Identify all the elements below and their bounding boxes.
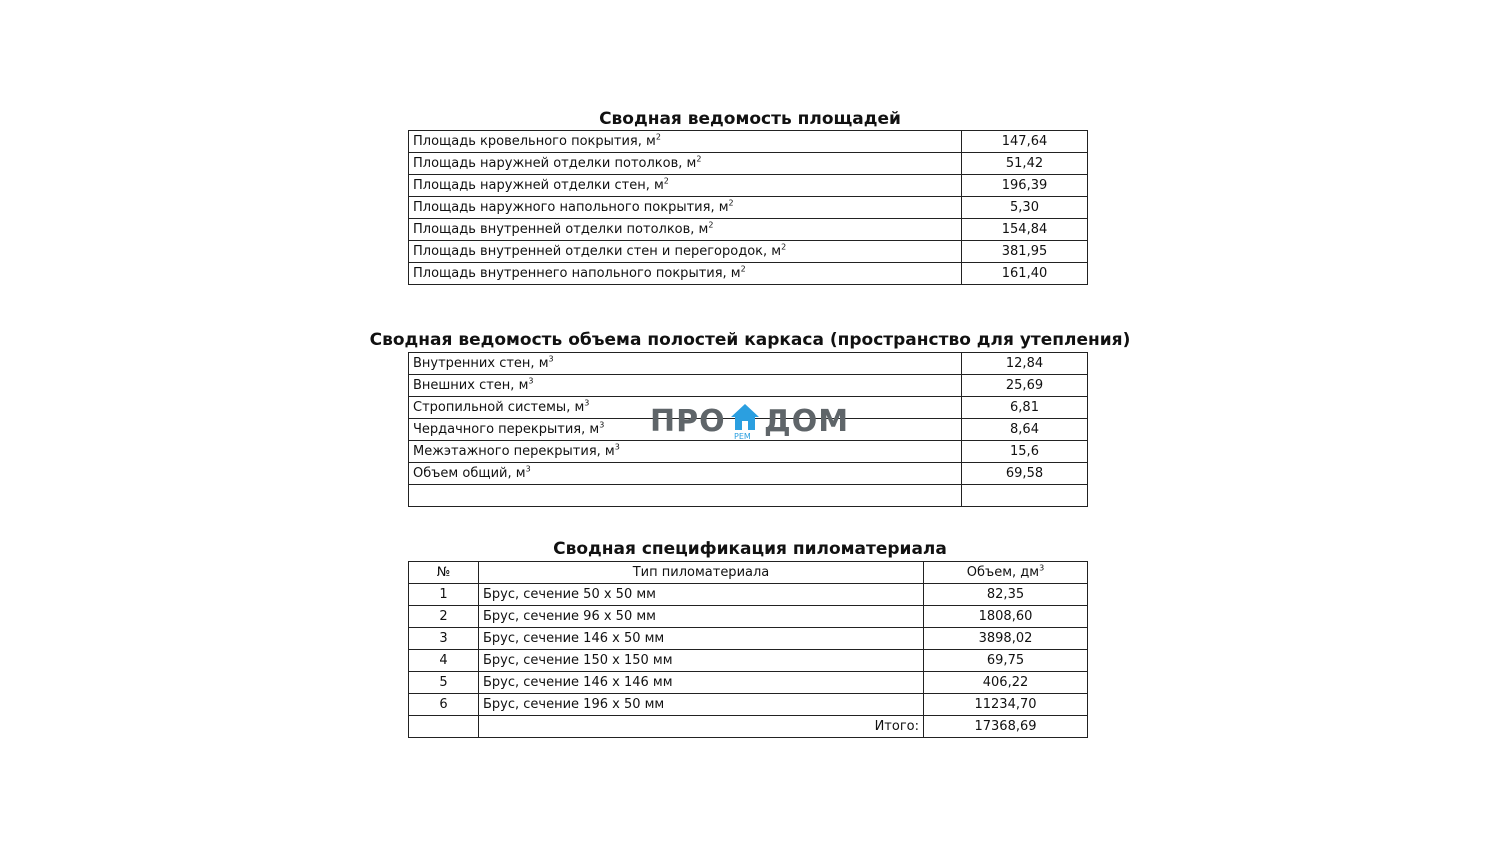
volume-row-value xyxy=(962,485,1088,507)
watermark-subtext: РЕМ xyxy=(734,432,751,441)
watermark-text-left: ПРО xyxy=(650,404,726,439)
area-row-value: 147,64 xyxy=(962,131,1088,153)
lumber-volume: 1808,60 xyxy=(924,606,1088,628)
volume-row-label xyxy=(409,485,962,507)
volume-row xyxy=(409,485,1088,507)
header-type: Тип пиломатериала xyxy=(479,562,924,584)
volumes-title: Сводная ведомость объема полостей каркаса (пространство для утепления) xyxy=(369,330,1131,350)
volume-row-label: Внутренних стен, $м^3$ xyxy=(409,353,962,375)
lumber-type: Брус, сечение 96 х 50 мм xyxy=(479,606,924,628)
lumber-type: Брус, сечение 196 х 50 мм xyxy=(479,694,924,716)
area-row xyxy=(409,175,1088,197)
lumber-volume: 3898,02 xyxy=(924,628,1088,650)
volume-row-label: Внешних стен, $м^3$ xyxy=(409,375,962,397)
volume-row xyxy=(409,463,1088,485)
area-row-value: 5,30 xyxy=(962,197,1088,219)
area-row-value: 381,95 xyxy=(962,241,1088,263)
lumber-total-row xyxy=(409,716,1088,738)
area-row-value: 161,40 xyxy=(962,263,1088,285)
lumber-num: 1 xyxy=(409,584,479,606)
volume-row-value: 8,64 xyxy=(962,419,1088,441)
lumber-type: Брус, сечение 50 х 50 мм xyxy=(479,584,924,606)
volume-row-value: 69,58 xyxy=(962,463,1088,485)
area-row xyxy=(409,241,1088,263)
area-row-label: Площадь наружного напольного покрытия, $м^2$ xyxy=(409,197,962,219)
area-row xyxy=(409,197,1088,219)
lumber-total-value: 17368,69 xyxy=(924,716,1088,738)
lumber-num: 3 xyxy=(409,628,479,650)
area-row xyxy=(409,153,1088,175)
lumber-header-row xyxy=(409,562,1088,584)
volume-row xyxy=(409,441,1088,463)
lumber-row xyxy=(409,584,1088,606)
volume-row-value: 15,6 xyxy=(962,441,1088,463)
volume-row xyxy=(409,375,1088,397)
header-num: № xyxy=(409,562,479,584)
area-row-value: 51,42 xyxy=(962,153,1088,175)
lumber-type: Брус, сечение 150 х 150 мм xyxy=(479,650,924,672)
lumber-volume: 11234,70 xyxy=(924,694,1088,716)
area-row-value: 154,84 xyxy=(962,219,1088,241)
lumber-type: Брус, сечение 146 х 146 мм xyxy=(479,672,924,694)
lumber-volume: 82,35 xyxy=(924,584,1088,606)
volumes-table xyxy=(408,352,1088,507)
volume-row-label: Межэтажного перекрытия, $м^3$ xyxy=(409,441,962,463)
area-row xyxy=(409,131,1088,153)
area-row-label: Площадь наружней отделки стен, $м^2$ xyxy=(409,175,962,197)
lumber-volume: 406,22 xyxy=(924,672,1088,694)
lumber-type: Брус, сечение 146 х 50 мм xyxy=(479,628,924,650)
areas-table xyxy=(408,130,1088,285)
area-row xyxy=(409,263,1088,285)
lumber-total-label: Итого: xyxy=(479,716,924,738)
lumber-num: 4 xyxy=(409,650,479,672)
lumber-row xyxy=(409,650,1088,672)
volume-row-label: Стропильной системы, $м^3$ xyxy=(409,397,962,419)
lumber-volume: 69,75 xyxy=(924,650,1088,672)
volume-row-value: 12,84 xyxy=(962,353,1088,375)
lumber-row xyxy=(409,628,1088,650)
volume-row xyxy=(409,397,1088,419)
lumber-num: 2 xyxy=(409,606,479,628)
volume-row-value: 25,69 xyxy=(962,375,1088,397)
header-volume: Объем, $дм^3$ xyxy=(924,562,1088,584)
lumber-num: 6 xyxy=(409,694,479,716)
areas-title: Сводная ведомость площадей xyxy=(599,109,901,129)
area-row-label: Площадь внутреннего напольного покрытия, $м^2$ xyxy=(409,263,962,285)
area-row xyxy=(409,219,1088,241)
lumber-row xyxy=(409,606,1088,628)
volume-row-label: Объем общий, $м^3$ xyxy=(409,463,962,485)
volume-row-value: 6,81 xyxy=(962,397,1088,419)
lumber-title: Сводная спецификация пиломатериала xyxy=(553,539,947,559)
lumber-table xyxy=(408,561,1088,738)
area-row-label: Площадь внутренней отделки потолков, $м^2$ xyxy=(409,219,962,241)
area-row-label: Площадь внутренней отделки стен и перегородок, $м^2$ xyxy=(409,241,962,263)
lumber-num: 5 xyxy=(409,672,479,694)
area-row-label: Площадь кровельного покрытия, $м^2$ xyxy=(409,131,962,153)
area-row-value: 196,39 xyxy=(962,175,1088,197)
lumber-total-empty xyxy=(409,716,479,738)
area-row-label: Площадь наружней отделки потолков, $м^2$ xyxy=(409,153,962,175)
lumber-row xyxy=(409,672,1088,694)
volume-row-label: Чердачного перекрытия, $м^3$ xyxy=(409,419,962,441)
volume-row xyxy=(409,419,1088,441)
lumber-row xyxy=(409,694,1088,716)
volume-row xyxy=(409,353,1088,375)
watermark-text-right: ДОМ xyxy=(764,404,850,439)
